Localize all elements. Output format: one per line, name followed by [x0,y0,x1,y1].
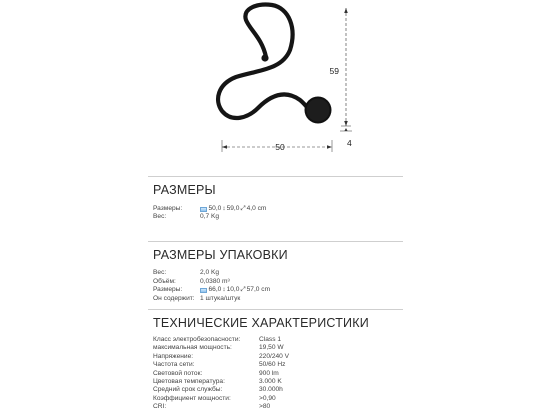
spec-label: Коэффициент мощности: [153,394,231,402]
spec-value: 2,0 Kg [200,269,220,276]
spec-value: 900 lm [259,369,279,377]
depth-icon: ⤢ [240,286,246,293]
spec-label: максимальная мощность: [153,344,232,352]
spec-value-dimensions [200,205,266,213]
height-icon: ↕ [222,286,226,293]
section-title-dimensions: РАЗМЕРЫ [153,183,216,197]
section-divider [148,241,403,242]
spec-label: Класс электробезопасности: [153,336,241,343]
height-value: 10,0 [226,286,240,293]
section-divider [148,309,403,310]
spec-label: Средний срок службы: [153,386,223,394]
spec-value: >80 [259,403,271,411]
spec-label: Размеры: [153,205,183,212]
depth-value: 4,0 cm [246,205,267,212]
spec-label: Цветовая температура: [153,378,225,385]
lamp-base-highlight [307,99,330,122]
height-dimension-label: 59 [329,66,339,76]
spec-value: 0,0380 m³ [200,277,230,285]
section-divider [148,176,403,177]
width-dimension-label: 50 [275,142,285,152]
depth-icon: ⤢ [240,205,246,212]
spec-label: Частота сети: [153,361,195,369]
depth-dimension-label: 4 [347,138,352,148]
width-value: 50,0 [208,205,222,212]
width-icon [200,288,207,293]
spec-value: 50/60 Hz [259,361,286,369]
spec-label: Напряжение: [153,352,194,360]
spec-value: 3.000 K [259,378,282,385]
spec-value: >0,90 [259,394,276,402]
height-icon: ↕ [222,205,226,212]
depth-value: 57,0 cm [246,286,271,293]
spec-label: Размеры: [153,286,183,293]
spec-label: Он содержит: [153,294,195,302]
spec-label: Световой поток: [153,369,203,377]
product-dimension-drawing [0,0,550,165]
spec-value: Class 1 [259,336,281,343]
spec-value: 1 штука/штук [200,294,241,302]
width-icon [200,207,207,212]
section-title-technical: ТЕХНИЧЕСКИЕ ХАРАКТЕРИСТИКИ [153,316,369,330]
width-value: 66,0 [208,286,222,293]
spec-label: CRI: [153,403,167,411]
spec-value: 0,7 Kg [200,213,220,220]
spec-value-dimensions [200,286,270,294]
spec-value: 220/240 V [259,352,290,360]
spec-value: 19,50 W [259,344,284,352]
lamp-end-cap [261,54,268,61]
spec-label: Вес: [153,213,167,220]
spec-value: 30.000h [259,386,283,394]
spec-label: Вес: [153,269,167,276]
height-value: 59,0 [226,205,240,212]
section-title-packaging: РАЗМЕРЫ УПАКОВКИ [153,248,288,262]
spec-label: Объём: [153,277,176,285]
